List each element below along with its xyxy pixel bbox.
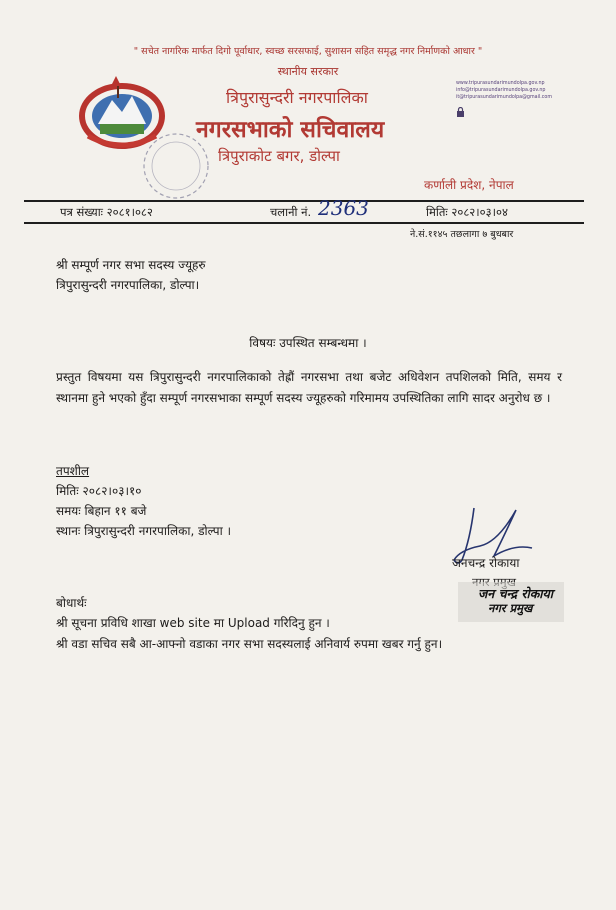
reference-number: पत्र संख्याः २०८१।०८२ bbox=[60, 205, 153, 219]
dispatch-number: 2363 bbox=[318, 196, 369, 220]
local-government-label: स्थानीय सरकार bbox=[277, 65, 339, 78]
letter-body: प्रस्तुत विषयमा यस त्रिपुरासुन्दरी नगरपालिकाको तेह्रौं नगरसभा तथा बजेट अधिवेशन तपशिलको मिति, समय र स्थानमा हुने भएको हुँदा सम्पूर्ण नगरसभाका सम्पूर्ण सदस्य ज्यूहरुको गरिमामय उपस्थितिका लागि सादर अनुरोध छ । bbox=[56, 370, 562, 405]
stamp-title: नगर प्रमुख bbox=[488, 601, 533, 615]
contact-info bbox=[456, 80, 552, 101]
header-divider-top bbox=[24, 200, 584, 202]
stamp-name: जन चन्द्र रोकाया bbox=[478, 586, 554, 601]
province-label: कर्णाली प्रदेश, नेपाल bbox=[424, 178, 514, 192]
cc-heading: बोधार्थः bbox=[56, 596, 87, 610]
email-text-2[interactable]: it@tripurasundarimundolpa@gmail.com bbox=[456, 95, 553, 100]
municipality-name: त्रिपुरासुन्दरी नगरपालिका bbox=[226, 88, 368, 107]
email-text[interactable]: info@tripurasundarimundolpa.gov.np bbox=[456, 88, 546, 93]
dispatch-label: चलानी नं. bbox=[270, 205, 312, 219]
recipient-line-1: श्री सम्पूर्ण नगर सभा सदस्य ज्यूहरु bbox=[56, 258, 206, 272]
recipient-line-2: त्रिपुरासुन्दरी नगरपालिका, डोल्पा। bbox=[56, 278, 200, 292]
subject-line: विषयः उपस्थित सम्बन्धमा । bbox=[249, 336, 367, 350]
signatory-name: जनचन्द्र रोकाया bbox=[452, 556, 520, 570]
nepal-era-date: ने.सं.११४५ तछलागा ७ बुधबार bbox=[410, 229, 514, 240]
office-name: नगरसभाको सचिवालय bbox=[196, 117, 385, 143]
letterhead-motto: " सचेत नागरिक मार्फत दिगो पूर्वाधार, स्वच्छ सरसफाई, सुशासन सहित समृद्ध नगर निर्माणको आधार " bbox=[133, 46, 483, 57]
letter-date: मितिः २०८२।०३।०४ bbox=[426, 205, 508, 219]
schedule-date: मितिः २०८२।०३।१० bbox=[56, 484, 142, 498]
office-address: त्रिपुराकोट बगर, डोल्पा bbox=[218, 147, 340, 165]
lock-icon bbox=[456, 107, 465, 117]
cc-line-1: श्री सूचना प्रविधि शाखा web site मा Upload गरिदिनु हुन । bbox=[56, 616, 330, 630]
header-divider-bottom bbox=[24, 222, 584, 224]
website-text[interactable]: www.tripurasundarimundolpa.gov.np bbox=[456, 81, 545, 86]
cc-line-2: श्री वडा सचिव सबै आ-आफ्नो वडाका नगर सभा सदस्यलाई अनिवार्य रुपमा खबर गर्नु हुन। bbox=[56, 637, 443, 651]
schedule-heading: तपशील bbox=[56, 464, 90, 478]
schedule-time: समयः बिहान ११ बजे bbox=[56, 504, 147, 518]
schedule-venue: स्थानः त्रिपुरासुन्दरी नगरपालिका, डोल्पा । bbox=[56, 524, 232, 538]
